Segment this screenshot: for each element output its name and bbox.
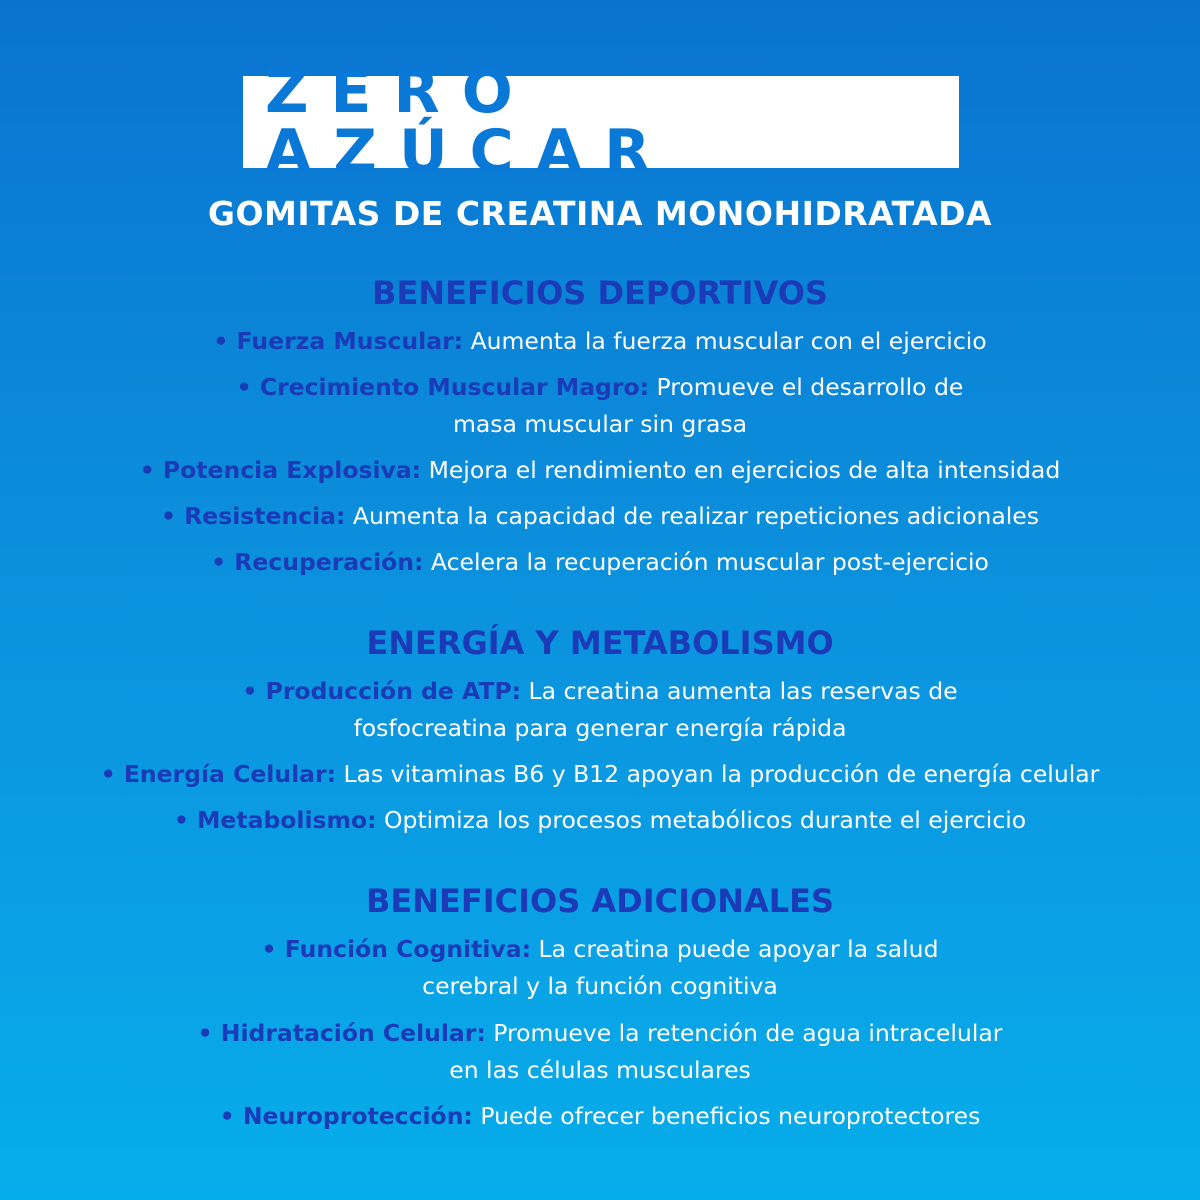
benefit-label: • Fuerza Muscular: <box>213 327 464 355</box>
benefit-description-continued: fosfocreatina para generar energía rápida <box>353 714 847 742</box>
section-heading-energia: ENERGÍA Y METABOLISMO <box>366 624 834 662</box>
benefit-item <box>0 673 1200 747</box>
benefit-description: La creatina aumenta las reservas de <box>528 677 958 705</box>
benefit-label: • Producción de ATP: <box>242 677 522 705</box>
benefit-item <box>0 931 1200 1005</box>
benefit-description: Promueve el desarrollo de <box>656 373 964 401</box>
benefit-item <box>0 1098 1200 1135</box>
title-banner <box>243 57 959 187</box>
benefit-description: Puede ofrecer beneficios neuroprotectores <box>480 1102 981 1130</box>
benefit-label: • Crecimiento Muscular Magro: <box>236 373 649 401</box>
benefit-description: Acelera la recuperación muscular post-ejercicio <box>430 548 989 576</box>
benefit-label: • Potencia Explosiva: <box>139 456 422 484</box>
benefit-label: • Neuroprotección: <box>219 1102 473 1130</box>
benefit-label: • Energía Celular: <box>100 760 336 788</box>
benefit-description: Las vitaminas B6 y B12 apoyan la producción de energía celular <box>343 760 1100 788</box>
benefit-description: La creatina puede apoyar la salud <box>538 935 939 963</box>
benefit-item <box>0 544 1200 581</box>
benefit-item <box>0 452 1200 489</box>
title: ZERO AZÚCAR <box>265 57 673 187</box>
subtitle: GOMITAS DE CREATINA MONOHIDRATADA <box>207 194 993 233</box>
benefit-description-continued: cerebral y la función cognitiva <box>422 972 778 1000</box>
benefit-item <box>0 756 1200 793</box>
benefit-description-continued: en las células musculares <box>449 1056 751 1084</box>
benefit-description: Optimiza los procesos metabólicos durante el ejercicio <box>384 806 1027 834</box>
benefit-item <box>0 802 1200 839</box>
benefit-label: • Hidratación Celular: <box>197 1019 486 1047</box>
benefit-description-continued: masa muscular sin grasa <box>452 410 748 438</box>
benefit-description: Mejora el rendimiento en ejercicios de alta intensidad <box>428 456 1061 484</box>
benefit-item <box>0 369 1200 443</box>
benefit-description: Aumenta la fuerza muscular con el ejercicio <box>470 327 987 355</box>
benefit-label: • Resistencia: <box>161 502 346 530</box>
benefit-description: Promueve la retención de agua intracelular <box>493 1019 1003 1047</box>
section-heading-adicionales: BENEFICIOS ADICIONALES <box>365 882 835 920</box>
benefit-label: • Metabolismo: <box>173 806 377 834</box>
benefit-label: • Función Cognitiva: <box>261 935 531 963</box>
benefit-label: • Recuperación: <box>211 548 424 576</box>
benefit-description: Aumenta la capacidad de realizar repeticiones adicionales <box>352 502 1039 530</box>
benefit-item <box>0 498 1200 535</box>
benefit-item <box>0 1015 1200 1089</box>
benefit-item <box>0 323 1200 360</box>
section-heading-deportivos: BENEFICIOS DEPORTIVOS <box>372 274 828 312</box>
